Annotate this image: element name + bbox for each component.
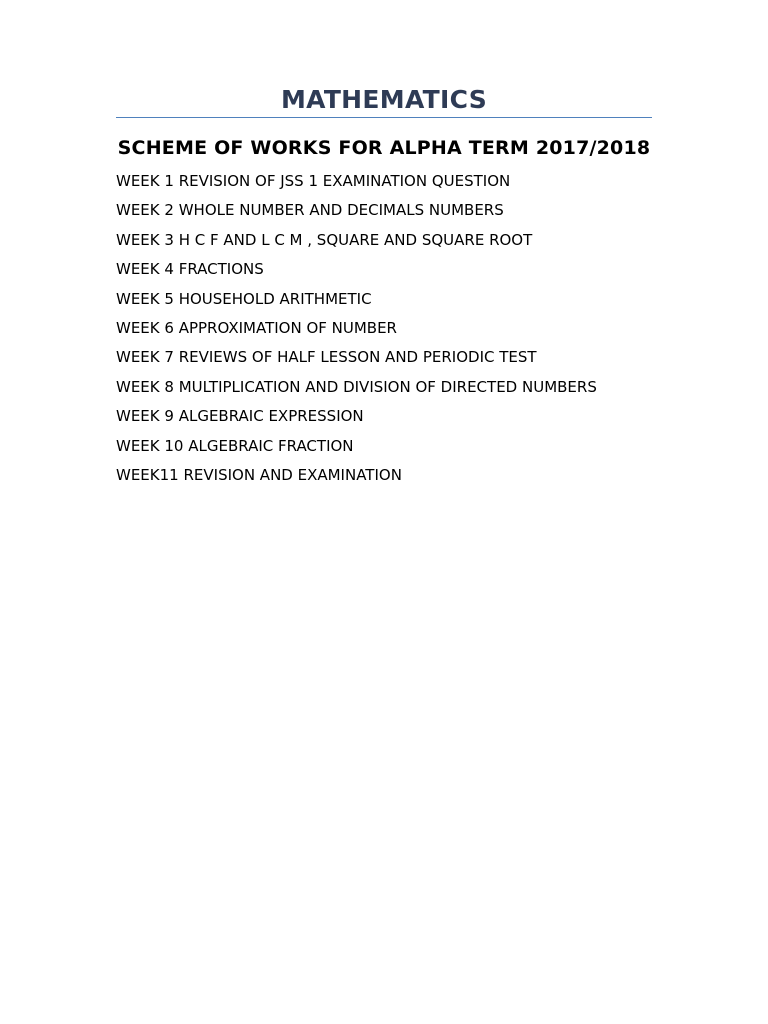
week-item: WEEK 4 FRACTIONS bbox=[116, 260, 264, 279]
week-item: WEEK 6 APPROXIMATION OF NUMBER bbox=[116, 318, 397, 337]
document-subtitle: SCHEME OF WORKS FOR ALPHA TERM 2017/2018 bbox=[117, 137, 651, 159]
title-underline bbox=[116, 117, 652, 118]
week-item: WEEK 8 MULTIPLICATION AND DIVISION OF DIRECTED NUMBERS bbox=[116, 377, 597, 396]
week-item: WEEK 3 H C F AND L C M , SQUARE AND SQUARE ROOT bbox=[116, 230, 533, 249]
week-item: WEEK 10 ALGEBRAIC FRACTION bbox=[116, 436, 354, 455]
week-list bbox=[116, 172, 652, 484]
document-page bbox=[116, 0, 652, 495]
week-item: WEEK 1 REVISION OF JSS 1 EXAMINATION QUESTION bbox=[116, 172, 511, 190]
week-item: WEEK11 REVISION AND EXAMINATION bbox=[116, 465, 402, 484]
week-item: WEEK 2 WHOLE NUMBER AND DECIMALS NUMBERS bbox=[116, 201, 504, 220]
week-item: WEEK 7 REVIEWS OF HALF LESSON AND PERIODIC TEST bbox=[116, 348, 537, 367]
week-item: WEEK 5 HOUSEHOLD ARITHMETIC bbox=[116, 289, 372, 308]
document-title: MATHEMATICS bbox=[280, 85, 488, 114]
week-item: WEEK 9 ALGEBRAIC EXPRESSION bbox=[116, 407, 364, 426]
